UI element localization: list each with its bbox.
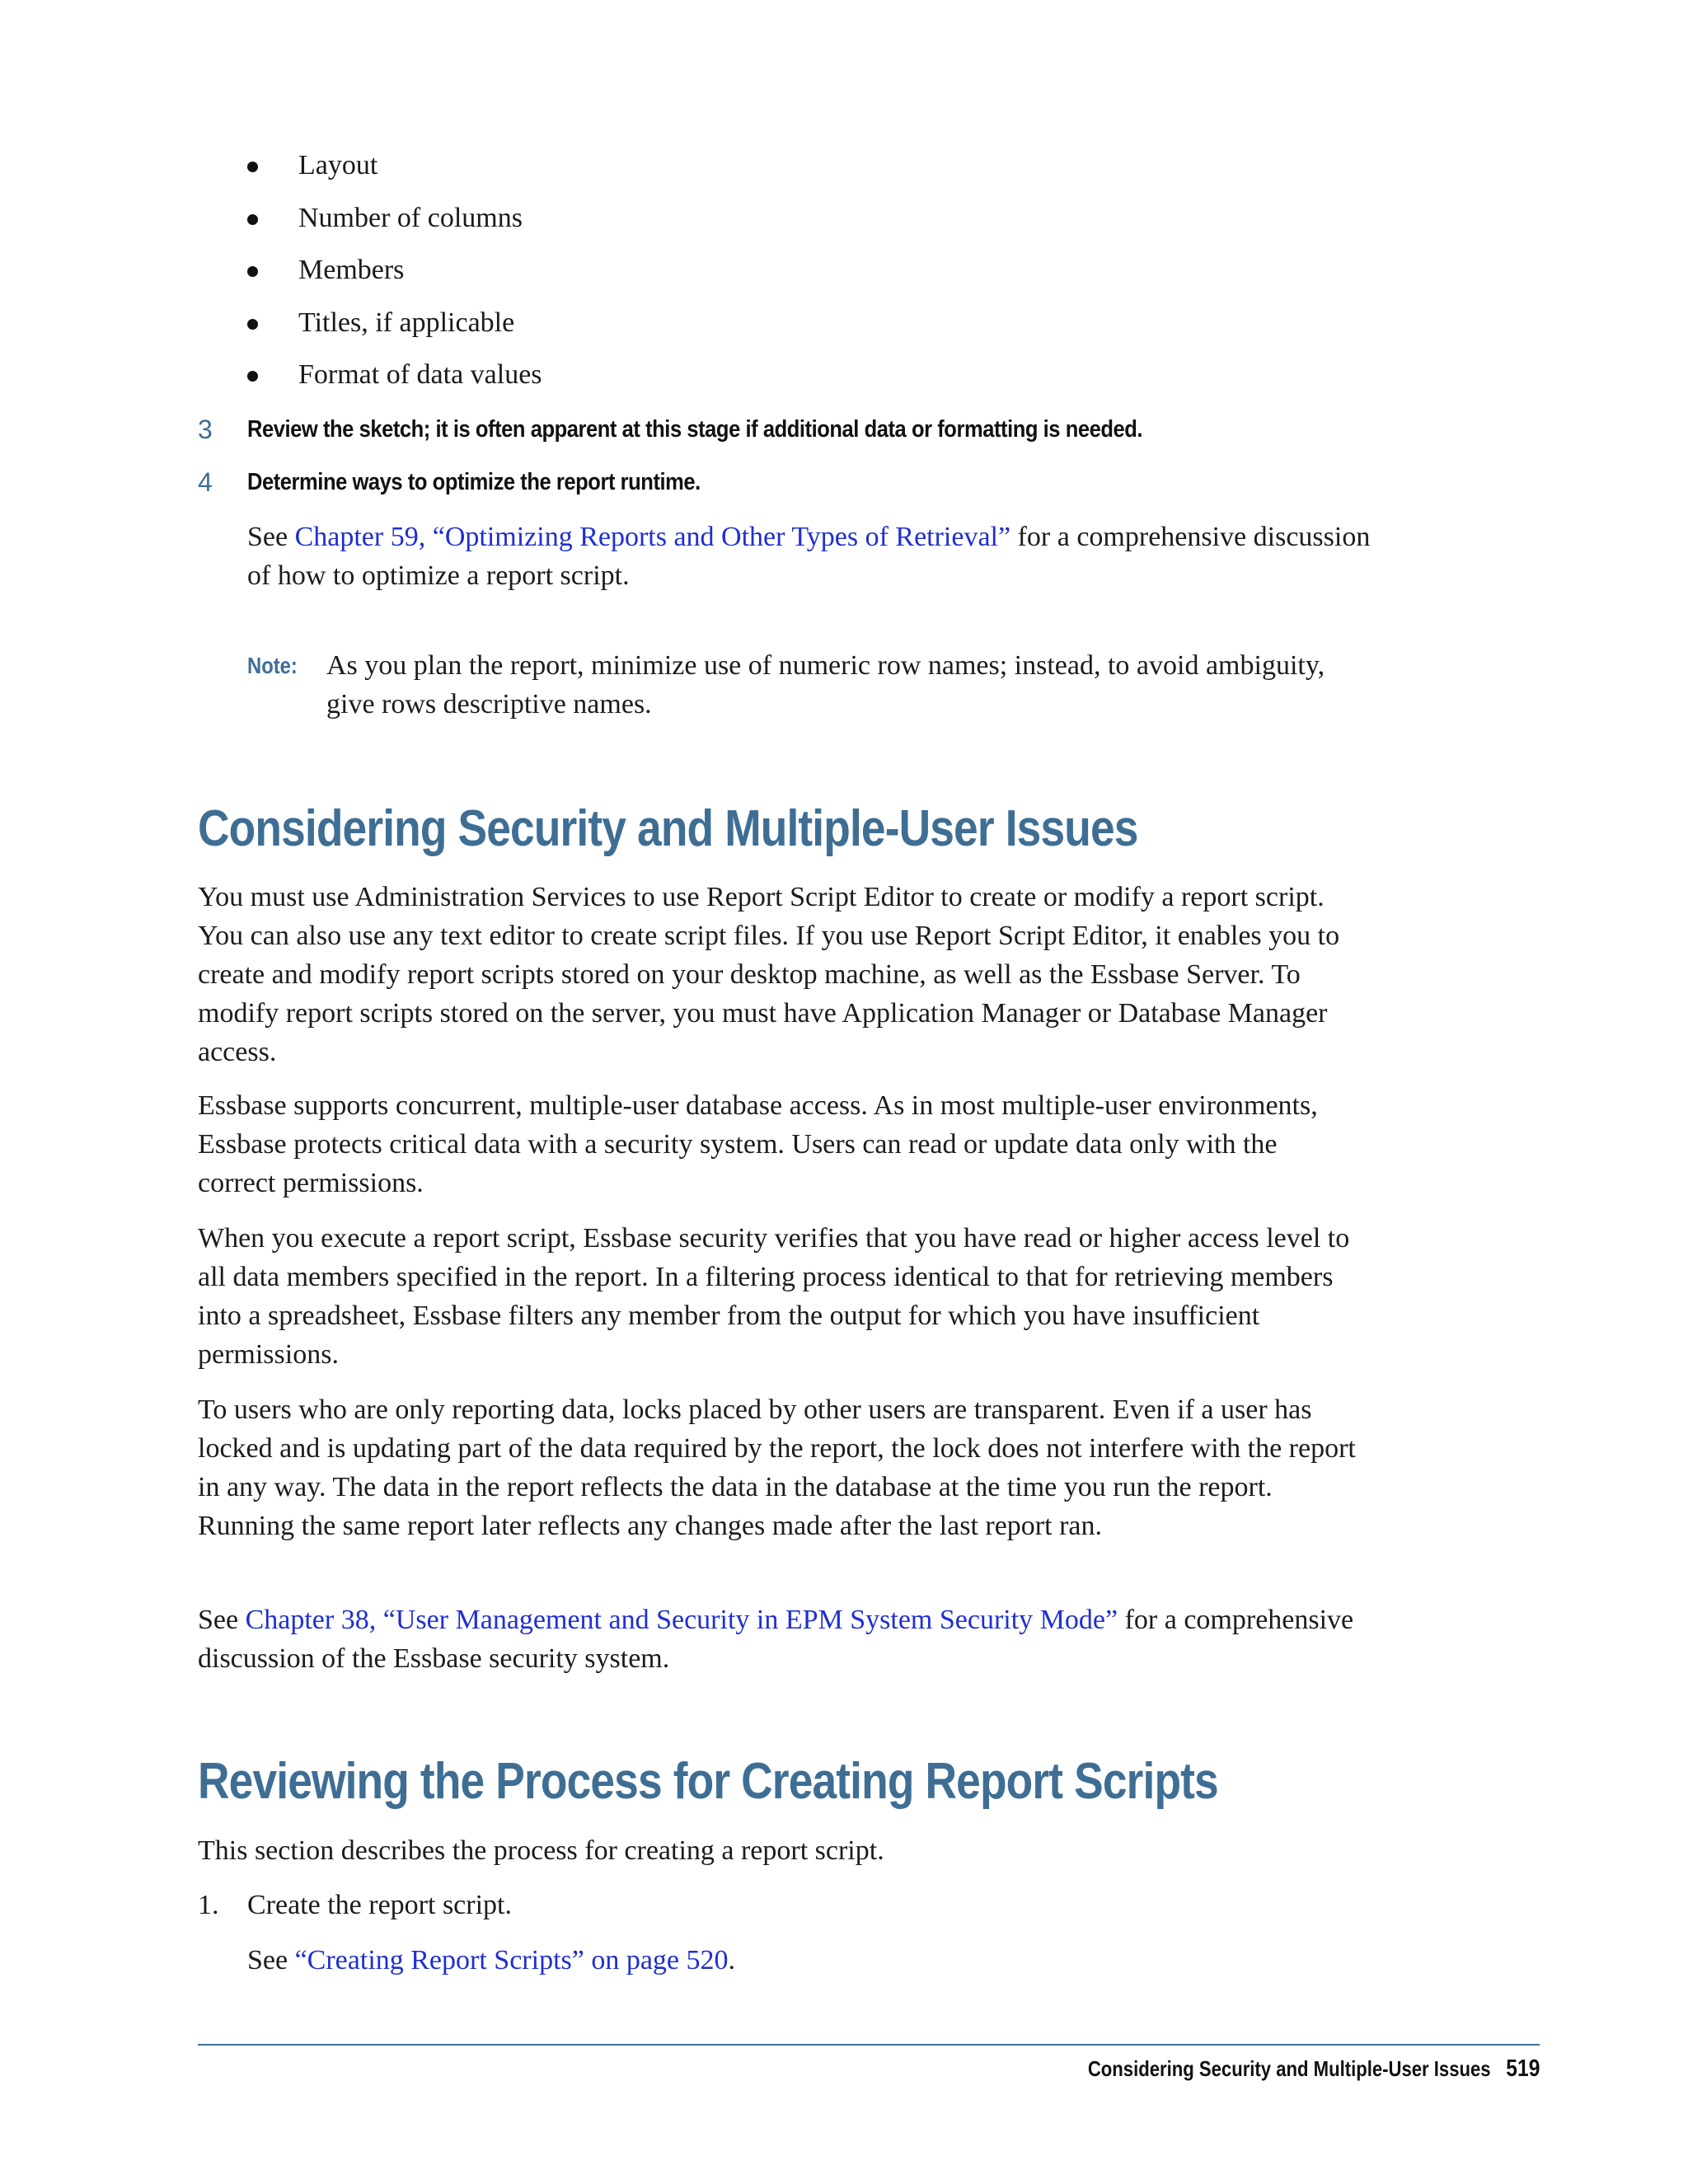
list-item: Number of columns: [247, 198, 542, 251]
creating-report-scripts-link[interactable]: “Creating Report Scripts” on page 520: [294, 1945, 729, 1975]
bullet-icon: [247, 162, 258, 172]
step-3-text: Review the sketch; it is often apparent at this stage if additional data or formatting is needed.: [247, 416, 1143, 443]
process-item-number: 1.: [198, 1890, 219, 1920]
chapter-38-link[interactable]: Chapter 38, “User Management and Security in EPM System Security Mode”: [245, 1605, 1118, 1635]
step-4-number: 4: [198, 467, 213, 497]
bullet-icon: [247, 266, 258, 277]
process-item-text: Create the report script.: [247, 1890, 512, 1920]
chapter-59-link[interactable]: Chapter 59, “Optimizing Reports and Other Types of Retrieval”: [294, 522, 1011, 552]
list-item: Titles, if applicable: [247, 302, 542, 355]
process-see-paragraph: See “Creating Report Scripts” on page 520.: [247, 1945, 736, 1975]
page-number: 519: [1505, 2055, 1540, 2082]
step-4-see-paragraph: See Chapter 59, “Optimizing Reports and Other Types of Retrieval” for a comprehensive discussion of how to optimize a report script.: [247, 522, 1371, 591]
step-4-text: Determine ways to optimize the report runtime.: [247, 469, 701, 495]
footer-section-title: Considering Security and Multiple-User Issues: [1087, 2056, 1491, 2081]
element-list: [247, 145, 542, 407]
step-3-number: 3: [198, 415, 213, 444]
note-text: As you plan the report, minimize use of numeric row names; instead, to avoid ambiguity, give rows descriptive names.: [326, 650, 1325, 719]
list-item: Format of data values: [247, 354, 542, 407]
list-item: Layout: [247, 145, 542, 198]
security-see-paragraph: See Chapter 38, “User Management and Security in EPM System Security Mode” for a comprehensive discussion of the Essbase security system.: [198, 1605, 1354, 1674]
security-paragraph-1: You must use Administration Services to use Report Script Editor to create or modify a report script. You can also use any text editor to create script files. If you use Report Script Editor, it enables you to create and modify report scripts stored on your desktop machine, as well as the Essbase Server. To modify report scripts stored on the server, you must have Application Manager or Database Manager access.: [198, 882, 1340, 1067]
section-heading-security: Considering Security and Multiple-User Issues: [198, 800, 1138, 857]
bullet-icon: [247, 214, 258, 225]
security-paragraph-2: Essbase supports concurrent, multiple-user database access. As in most multiple-user environments, Essbase protects critical data with a security system. Users can read or update data only with the correct permissions.: [198, 1090, 1318, 1198]
security-paragraph-3: When you execute a report script, Essbase security verifies that you have read or higher access level to all data members specified in the report. In a filtering process identical to that for retrieving members into a spreadsheet, Essbase filters any member from the output for which you have insufficient permissions.: [198, 1223, 1350, 1370]
section-heading-process: Reviewing the Process for Creating Report Scripts: [198, 1753, 1218, 1810]
process-intro: This section describes the process for creating a report script.: [198, 1835, 884, 1866]
security-paragraph-4: To users who are only reporting data, locks placed by other users are transparent. Even if a user has locked and is updating part of the data required by the report, the lock does not interfere with the report in any way. The data in the report reflects the data in the database at the time you run the report. Running the same report later reflects any changes made after the last report ran.: [198, 1394, 1356, 1541]
footer-divider: [198, 2044, 1540, 2046]
bullet-icon: [247, 371, 258, 382]
bullet-icon: [247, 319, 258, 330]
note-label: Note:: [247, 653, 298, 678]
list-item: Members: [247, 250, 542, 302]
page-footer: [1087, 2052, 1540, 2085]
